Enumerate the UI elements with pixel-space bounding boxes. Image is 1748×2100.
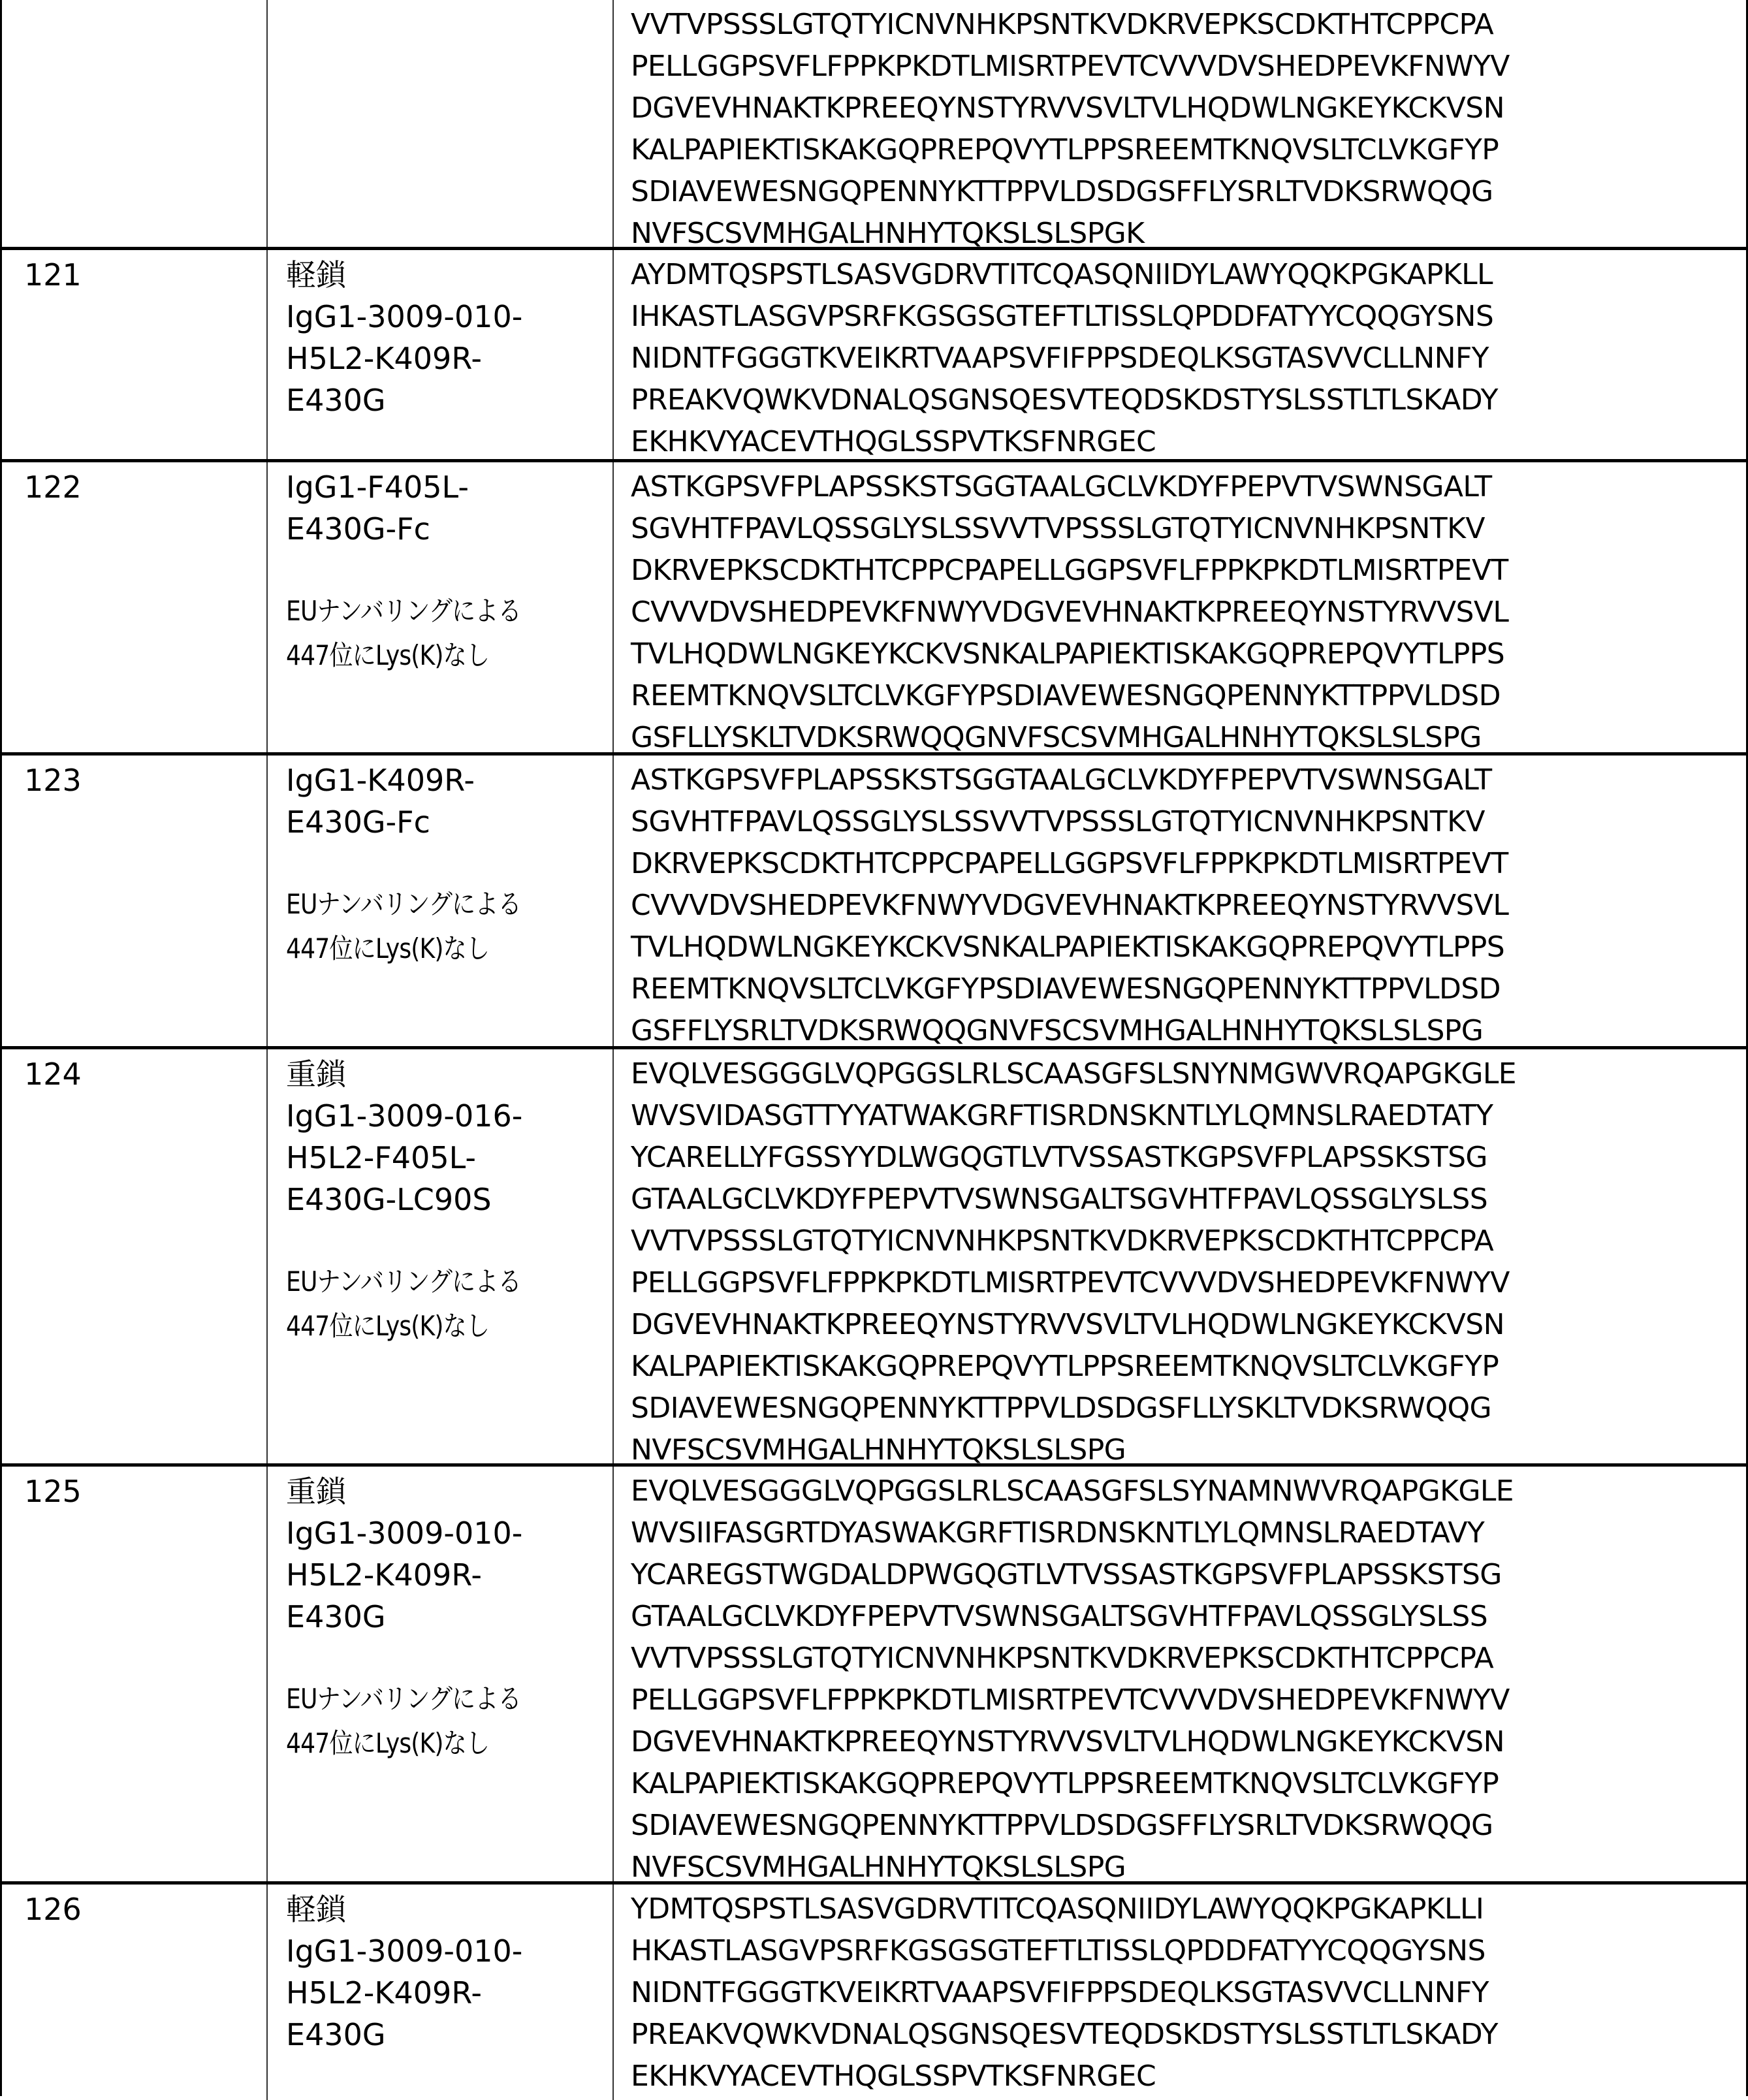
sequence-line: PELLGGPSVFLFPPKPKDTLMISRTPEVTCVVVDVSHEDPEVKFNWYV bbox=[631, 46, 1746, 88]
sequence-cell bbox=[614, 0, 1746, 247]
sequence-line: YDMTQSPSTLSASVGDRVTITCQASQNIIDYLAWYQQKPGKAPKLLI bbox=[631, 1888, 1746, 1930]
sequence-line: PREAKVQWKVDNALQSGNSQESVTEQDSKDSTYSLSSTLTLSKADY bbox=[631, 2014, 1746, 2056]
sequence-line: NIDNTFGGGTKVEIKRTVAAPSVFIFPPSDEQLKSGTASVVCLLNNFY bbox=[631, 338, 1746, 379]
seq-id-cell bbox=[2, 1467, 268, 1881]
sequence-cell bbox=[614, 1467, 1746, 1881]
sequence-line: GSFFLYSRLTVDKSRWQQGNVFSCSVMHGALHNHYTQKSLSLSPG bbox=[631, 1010, 1746, 1052]
sequence-line: REEMTKNQVSLTCLVKGFYPSDIAVEWESNGQPENNYKTTPPVLDSD bbox=[631, 675, 1746, 717]
description-line: IgG1-3009-010- bbox=[286, 296, 612, 338]
description-line: E430G bbox=[286, 379, 612, 421]
description-line: E430G bbox=[286, 1596, 612, 1638]
sequence-line: SGVHTFPAVLQSSGLYSLSSVVTVPSSSLGTQTYICNVNHKPSNTKV bbox=[631, 508, 1746, 550]
sequence-line: PELLGGPSVFLFPPKPKDTLMISRTPEVTCVVVDVSHEDPEVKFNWYV bbox=[631, 1262, 1746, 1304]
seq-id-cell bbox=[2, 250, 268, 459]
description-line: E430G-Fc bbox=[286, 508, 612, 550]
sequence-cell bbox=[614, 250, 1746, 459]
description-line: E430G-Fc bbox=[286, 801, 612, 843]
description-cell bbox=[268, 462, 614, 752]
sequence-line: VVTVPSSSLGTQTYICNVNHKPSNTKVDKRVEPKSCDKTHTCPPCPA bbox=[631, 1638, 1746, 1679]
note-line: 447位にLys(K)なし bbox=[286, 1721, 567, 1766]
note-line: EUナンバリングによる bbox=[286, 1677, 567, 1721]
description-line: IgG1-K409R- bbox=[286, 759, 612, 801]
sequence-line: REEMTKNQVSLTCLVKGFYPSDIAVEWESNGQPENNYKTTPPVLDSD bbox=[631, 968, 1746, 1010]
seq-id: 121 bbox=[24, 254, 266, 296]
sequence-line: KALPAPIEKTISKAKGQPREPQVYTLPPSREEMTKNQVSLTCLVKGFYP bbox=[631, 1346, 1746, 1388]
note-line: 447位にLys(K)なし bbox=[286, 1304, 567, 1348]
sequence-line: IHKASTLASGVPSRFKGSGSGTEFTLTISSLQPDDFATYYCQQGYSNS bbox=[631, 296, 1746, 338]
sequence-line: EKHKVYACEVTHQGLSSPVTKSFNRGEC bbox=[631, 421, 1746, 463]
sequence-line: KALPAPIEKTISKAKGQPREPQVYTLPPSREEMTKNQVSLTCLVKGFYP bbox=[631, 129, 1746, 171]
description-cell bbox=[268, 1885, 614, 2100]
seq-id-cell bbox=[2, 1049, 268, 1463]
table-row bbox=[2, 1467, 1746, 1885]
note-line: EUナンバリングによる bbox=[286, 589, 567, 633]
sequence-line: AYDMTQSPSTLSASVGDRVTITCQASQNIIDYLAWYQQKPGKAPKLL bbox=[631, 254, 1746, 296]
sequence-line: PELLGGPSVFLFPPKPKDTLMISRTPEVTCVVVDVSHEDPEVKFNWYV bbox=[631, 1679, 1746, 1721]
description-cell bbox=[268, 250, 614, 459]
sequence-line: NVFSCSVMHGALHNHYTQKSLSLSPGK bbox=[631, 213, 1746, 255]
sequence-line: KALPAPIEKTISKAKGQPREPQVYTLPPSREEMTKNQVSLTCLVKGFYP bbox=[631, 1763, 1746, 1805]
description-cell bbox=[268, 756, 614, 1046]
sequence-cell bbox=[614, 1885, 1746, 2100]
description-line: E430G bbox=[286, 2014, 612, 2056]
sequence-line: NIDNTFGGGTKVEIKRTVAAPSVFIFPPSDEQLKSGTASVVCLLNNFY bbox=[631, 1972, 1746, 2014]
sequence-line: GSFLLYSKLTVDKSRWQQGNVFSCSVMHGALHNHYTQKSLSLSPG bbox=[631, 717, 1746, 759]
sequence-line: DKRVEPKSCDKTHTCPPCPAPELLGGPSVFLFPPKPKDTLMISRTPEVT bbox=[631, 843, 1746, 885]
description-line: 重鎖 bbox=[286, 1053, 612, 1095]
seq-id-cell bbox=[2, 1885, 268, 2100]
table-row bbox=[2, 756, 1746, 1049]
seq-id: 123 bbox=[24, 759, 266, 801]
seq-id: 122 bbox=[24, 466, 266, 508]
sequence-line: SDIAVEWESNGQPENNYKTTPPVLDSDGSFLLYSKLTVDKSRWQQG bbox=[631, 1388, 1746, 1429]
table-row bbox=[2, 1885, 1746, 2100]
table-row bbox=[2, 250, 1746, 462]
numbering-note bbox=[286, 1677, 612, 1766]
sequence-cell bbox=[614, 756, 1746, 1046]
description-line: H5L2-K409R- bbox=[286, 1554, 612, 1596]
description-cell bbox=[268, 1467, 614, 1881]
sequence-line: ASTKGPSVFPLAPSSKSTSGGTAALGCLVKDYFPEPVTVSWNSGALT bbox=[631, 759, 1746, 801]
seq-id: 124 bbox=[24, 1053, 266, 1095]
description-line: IgG1-3009-010- bbox=[286, 1930, 612, 1972]
seq-id: 125 bbox=[24, 1471, 266, 1512]
sequence-line: EVQLVESGGGLVQPGGSLRLSCAASGFSLSYNAMNWVRQAPGKGLE bbox=[631, 1471, 1746, 1512]
table-row bbox=[2, 462, 1746, 756]
description-line: IgG1-F405L- bbox=[286, 466, 612, 508]
note-line: 447位にLys(K)なし bbox=[286, 927, 567, 971]
sequence-cell bbox=[614, 462, 1746, 752]
sequence-line: GTAALGCLVKDYFPEPVTVSWNSGALTSGVHTFPAVLQSSGLYSLSS bbox=[631, 1596, 1746, 1638]
sequence-line: EKHKVYACEVTHQGLSSPVTKSFNRGEC bbox=[631, 2056, 1746, 2097]
description-line: IgG1-3009-016- bbox=[286, 1095, 612, 1137]
sequence-line: TVLHQDWLNGKEYKCKVSNKALPAPIEKTISKAKGQPREPQVYTLPPS bbox=[631, 927, 1746, 968]
numbering-note bbox=[286, 882, 612, 971]
seq-id-cell bbox=[2, 0, 268, 247]
sequence-cell bbox=[614, 1049, 1746, 1463]
sequence-line: CVVVDVSHEDPEVKFNWYVDGVEVHNAKTKPREEQYNSTYRVVSVL bbox=[631, 885, 1746, 927]
description-line: 軽鎖 bbox=[286, 1888, 612, 1930]
sequence-line: SGVHTFPAVLQSSGLYSLSSVVTVPSSSLGTQTYICNVNHKPSNTKV bbox=[631, 801, 1746, 843]
description-line: 重鎖 bbox=[286, 1471, 612, 1512]
sequence-line: NVFSCSVMHGALHNHYTQKSLSLSPG bbox=[631, 1429, 1746, 1471]
sequence-line: DGVEVHNAKTKPREEQYNSTYRVVSVLTVLHQDWLNGKEYKCKVSN bbox=[631, 1721, 1746, 1763]
sequence-line: CVVVDVSHEDPEVKFNWYVDGVEVHNAKTKPREEQYNSTYRVVSVL bbox=[631, 592, 1746, 633]
table-row bbox=[2, 1049, 1746, 1467]
seq-id-cell bbox=[2, 756, 268, 1046]
description-line: 軽鎖 bbox=[286, 254, 612, 296]
sequence-line: WVSIIFASGRTDYASWAKGRFTISRDNSKNTLYLQMNSLRAEDTAVY bbox=[631, 1512, 1746, 1554]
sequence-line: DGVEVHNAKTKPREEQYNSTYRVVSVLTVLHQDWLNGKEYKCKVSN bbox=[631, 88, 1746, 129]
sequence-line: DKRVEPKSCDKTHTCPPCPAPELLGGPSVFLFPPKPKDTLMISRTPEVT bbox=[631, 550, 1746, 592]
sequence-line: WVSVIDASGTTYYATWAKGRFTISRDNSKNTLYLQMNSLRAEDTATY bbox=[631, 1095, 1746, 1137]
sequence-line: EVQLVESGGGLVQPGGSLRLSCAASGFSLSNYNMGWVRQAPGKGLE bbox=[631, 1053, 1746, 1095]
sequence-line: SDIAVEWESNGQPENNYKTTPPVLDSDGSFFLYSRLTVDKSRWQQG bbox=[631, 171, 1746, 213]
description-line: H5L2-F405L- bbox=[286, 1137, 612, 1179]
sequence-line: GTAALGCLVKDYFPEPVTVSWNSGALTSGVHTFPAVLQSSGLYSLSS bbox=[631, 1179, 1746, 1220]
numbering-note bbox=[286, 589, 612, 678]
sequence-line: VVTVPSSSLGTQTYICNVNHKPSNTKVDKRVEPKSCDKTHTCPPCPA bbox=[631, 4, 1746, 46]
description-line: E430G-LC90S bbox=[286, 1179, 612, 1220]
sequence-line: HKASTLASGVPSRFKGSGSGTEFTLTISSLQPDDFATYYCQQGYSNS bbox=[631, 1930, 1746, 1972]
description-cell bbox=[268, 1049, 614, 1463]
sequence-line: NVFSCSVMHGALHNHYTQKSLSLSPG bbox=[631, 1847, 1746, 1888]
numbering-note bbox=[286, 1260, 612, 1348]
seq-id-cell bbox=[2, 462, 268, 752]
seq-id: 126 bbox=[24, 1888, 266, 1930]
sequence-line: YCAREGSTWGDALDPWGQGTLVTVSSASTKGPSVFPLAPSSKSTSG bbox=[631, 1554, 1746, 1596]
sequence-line: VVTVPSSSLGTQTYICNVNHKPSNTKVDKRVEPKSCDKTHTCPPCPA bbox=[631, 1220, 1746, 1262]
sequence-line: DGVEVHNAKTKPREEQYNSTYRVVSVLTVLHQDWLNGKEYKCKVSN bbox=[631, 1304, 1746, 1346]
sequence-line: ASTKGPSVFPLAPSSKSTSGGTAALGCLVKDYFPEPVTVSWNSGALT bbox=[631, 466, 1746, 508]
description-line: IgG1-3009-010- bbox=[286, 1512, 612, 1554]
description-cell bbox=[268, 0, 614, 247]
sequence-line: SDIAVEWESNGQPENNYKTTPPVLDSDGSFFLYSRLTVDKSRWQQG bbox=[631, 1805, 1746, 1847]
table-row bbox=[2, 0, 1746, 250]
description-line: H5L2-K409R- bbox=[286, 338, 612, 379]
sequence-table bbox=[0, 0, 1748, 2096]
note-line: 447位にLys(K)なし bbox=[286, 633, 567, 678]
note-line: EUナンバリングによる bbox=[286, 882, 567, 927]
sequence-line: TVLHQDWLNGKEYKCKVSNKALPAPIEKTISKAKGQPREPQVYTLPPS bbox=[631, 633, 1746, 675]
sequence-line: PREAKVQWKVDNALQSGNSQESVTEQDSKDSTYSLSSTLTLSKADY bbox=[631, 379, 1746, 421]
description-line: H5L2-K409R- bbox=[286, 1972, 612, 2014]
note-line: EUナンバリングによる bbox=[286, 1260, 567, 1304]
sequence-line: YCARELLYFGSSYYDLWGQGTLVTVSSASTKGPSVFPLAPSSKSTSG bbox=[631, 1137, 1746, 1179]
